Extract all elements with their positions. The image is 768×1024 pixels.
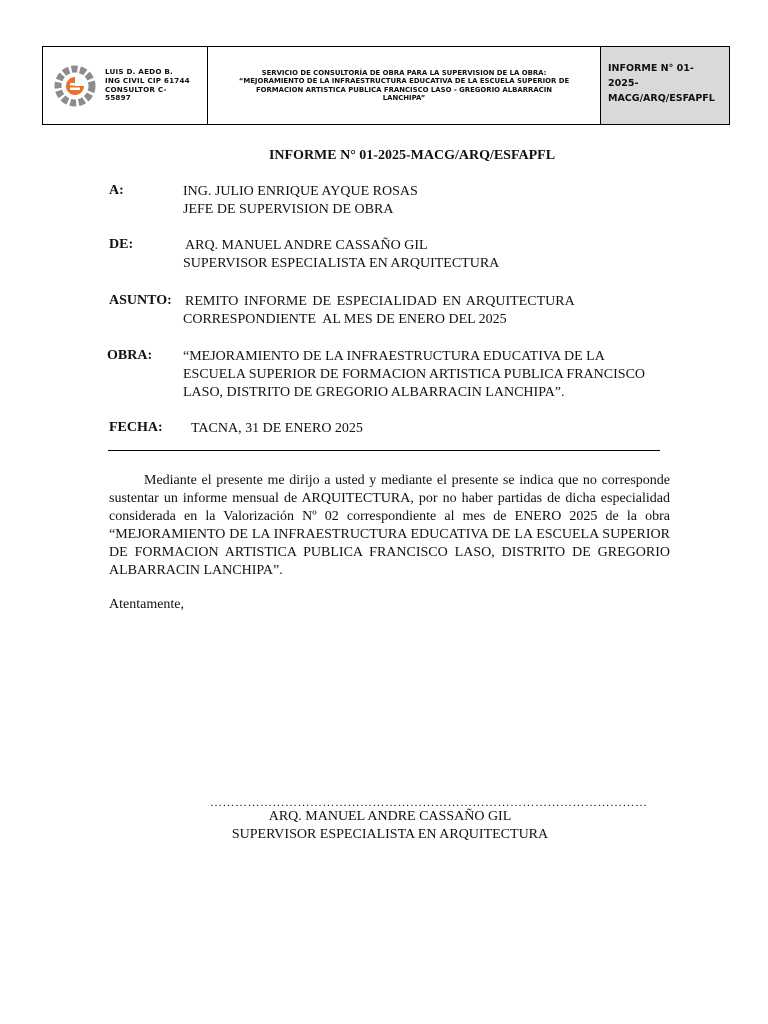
service-description [239,69,569,102]
consultant-cip: ING CIVIL CIP 61744 [105,75,190,85]
body-paragraph: Mediante el presente me dirijo a usted y mediante el presente se indica que no corresponde sustentar un informe mensual de ARQUITECTURA, por no haber partidas de dicha especialidad considerada en la Valorización Nº 02 correspondiente al mes de ENERO 2025 de la obra “MEJORAMIENTO DE LA INFRAESTRUCTURA EDUCATIVA DE LA ESCUELA SUPERIOR DE FORMACION ARTISTICA PUBLICA FRANCISCO LASO, DISTRITO DE GREGORIO ALBARRACIN LANCHIPA”. [109,473,670,578]
consultant-cell [43,47,208,124]
subject-value [183,293,575,329]
from-value [183,237,499,273]
recipient-role: JEFE DE SUPERVISION DE OBRA [183,202,394,217]
consultant-info [105,68,190,102]
from-label: DE: [109,237,134,252]
project-line: “MEJORAMIENTO DE LA INFRAESTRUCTURA EDUCATIVA DE LA [183,349,605,364]
service-line: LANCHIPA” [382,93,426,102]
report-title: INFORME N° 01-2025-MACG/ARQ/ESFAPFL [268,148,556,163]
document-header [42,46,730,125]
separator-line [108,450,660,451]
subject-label: ASUNTO: [109,293,172,308]
report-code [608,61,723,106]
subject-line: REMITO INFORME DE ESPECIALIDAD EN ARQUITECTURA [185,294,575,309]
service-line: “MEJORAMIENTO DE LA INFRAESTRUCTURA EDUCATIVA DE LA ESCUELA SUPERIOR DE [238,77,570,86]
sender-name: ARQ. MANUEL ANDRE CASSAÑO GIL [185,238,428,253]
consultant-code: CONSULTOR C- [105,84,167,94]
subject-line: CORRESPONDIENTE AL MES DE ENERO DEL 2025 [183,312,507,327]
to-value [183,183,418,219]
project-line: ESCUELA SUPERIOR DE FORMACION ARTISTICA PUBLICA FRANCISCO [183,367,646,382]
recipient-name: ING. JULIO ENRIQUE AYQUE ROSAS [183,184,418,199]
consultant-code-number: 55897 [105,93,132,103]
company-logo-icon [53,64,97,108]
service-cell [208,47,601,124]
service-line: FORMACION ARTISTICA PUBLICA FRANCISCO LASO - GREGORIO ALBARRACIN [255,85,553,94]
sender-role: SUPERVISOR ESPECIALISTA EN ARQUITECTURA [183,256,500,271]
service-line: SERVICIO DE CONSULTORÍA DE OBRA PARA LA SUPERVISION DE LA OBRA: [261,69,547,78]
report-code-line: INFORME N° 01-2025- [608,63,694,89]
date-value: TACNA, 31 DE ENERO 2025 [191,421,363,436]
signature-line: …………………………………………………………………………………………… [210,795,648,809]
consultant-name: LUIS D. AEDO B. [105,67,173,77]
signatory-name: ARQ. MANUEL ANDRE CASSAÑO GIL [268,809,512,824]
date-label: FECHA: [109,420,163,435]
closing-text: Atentamente, [109,597,185,612]
report-code-line: MACG/ARQ/ESFAPFL [608,93,715,104]
to-label: A: [109,183,124,198]
signatory-role: SUPERVISOR ESPECIALISTA EN ARQUITECTURA [231,827,549,842]
report-code-cell [601,47,729,124]
project-value [183,348,645,402]
project-label: OBRA: [107,348,153,363]
project-line: LASO, DISTRITO DE GREGORIO ALBARRACIN LANCHIPA”. [183,385,565,400]
